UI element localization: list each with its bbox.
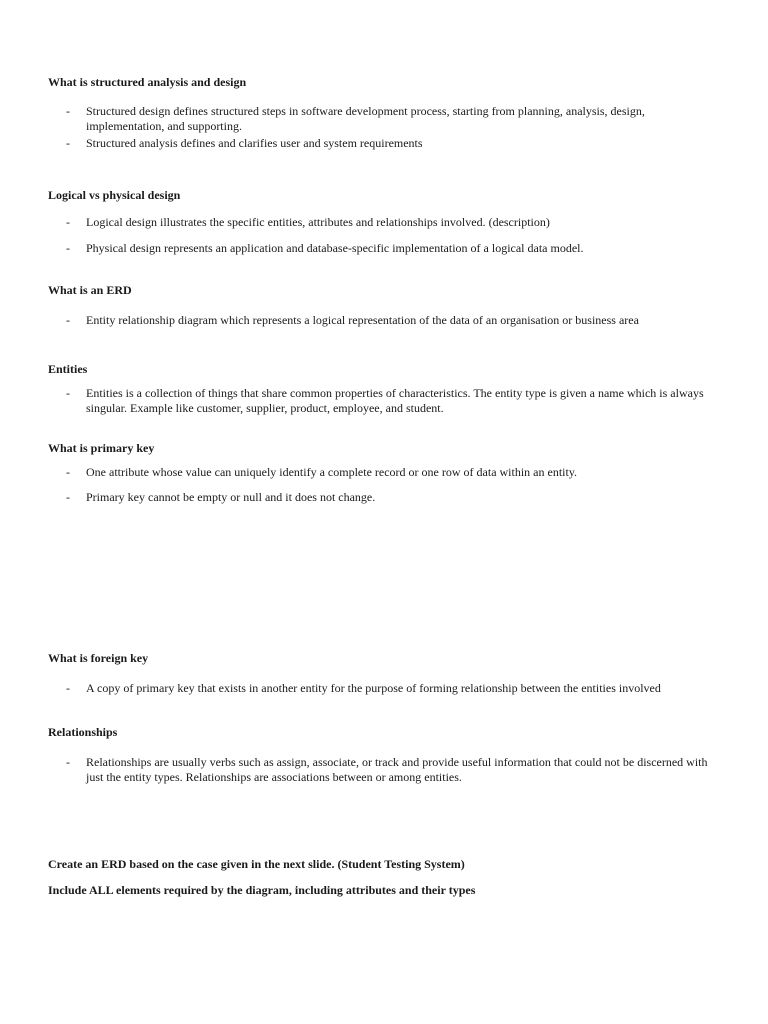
heading-what-is-erd: What is an ERD xyxy=(48,283,132,297)
heading-structured-analysis: What is structured analysis and design xyxy=(48,75,247,89)
bullet-item xyxy=(66,490,716,505)
bullet-marker: - xyxy=(66,241,70,255)
bullet-text: Primary key cannot be empty or null and it does not change. xyxy=(86,490,376,504)
bullet-item xyxy=(66,386,716,416)
bullet-item xyxy=(66,215,716,230)
bullet-marker: - xyxy=(66,681,70,695)
bullet-marker: - xyxy=(66,313,70,327)
bullet-marker: - xyxy=(66,755,70,769)
bullet-item xyxy=(66,104,716,134)
bullet-text: Structured design defines structured steps in software development process, starting from planning, analysis, design, implementation, and supporting. xyxy=(86,104,645,133)
bullet-marker: - xyxy=(66,136,70,150)
bullet-marker: - xyxy=(66,215,70,229)
bullet-text: Structured analysis defines and clarifies user and system requirements xyxy=(86,136,423,150)
bullet-marker: - xyxy=(66,465,70,479)
bullet-marker: - xyxy=(66,104,70,118)
task-create-erd: Create an ERD based on the case given in the next slide. (Student Testing System) xyxy=(48,857,465,871)
bullet-item xyxy=(66,313,716,328)
bullet-item xyxy=(66,755,716,785)
heading-logical-vs-physical: Logical vs physical design xyxy=(48,188,181,202)
task-include-elements: Include ALL elements required by the diagram, including attributes and their types xyxy=(48,883,476,897)
bullet-text: One attribute whose value can uniquely identify a complete record or one row of data within an entity. xyxy=(86,465,578,479)
bullet-text: Entities is a collection of things that share common properties of characteristics. The entity type is given a name which is always singular. Example like customer, supplier, product, employee, and student. xyxy=(86,386,704,415)
bullet-text: Relationships are usually verbs such as assign, associate, or track and provide useful information that could not be discerned with just the entity types. Relationships are associations between or among entities. xyxy=(86,755,708,784)
bullet-text: A copy of primary key that exists in another entity for the purpose of forming relationship between the entities involved xyxy=(86,681,661,695)
bullet-marker: - xyxy=(66,490,70,504)
bullet-text: Entity relationship diagram which represents a logical representation of the data of an organisation or business area xyxy=(86,313,639,327)
bullet-item xyxy=(66,241,716,256)
heading-relationships: Relationships xyxy=(48,725,118,739)
bullet-item xyxy=(66,136,716,151)
heading-primary-key: What is primary key xyxy=(48,441,155,455)
bullet-text: Physical design represents an application and database-specific implementation of a logical data model. xyxy=(86,241,584,255)
bullet-text: Logical design illustrates the specific entities, attributes and relationships involved. (description) xyxy=(86,215,550,229)
heading-foreign-key: What is foreign key xyxy=(48,651,149,665)
bullet-item xyxy=(66,681,716,696)
heading-entities: Entities xyxy=(48,362,88,376)
bullet-item xyxy=(66,465,716,480)
bullet-marker: - xyxy=(66,386,70,400)
